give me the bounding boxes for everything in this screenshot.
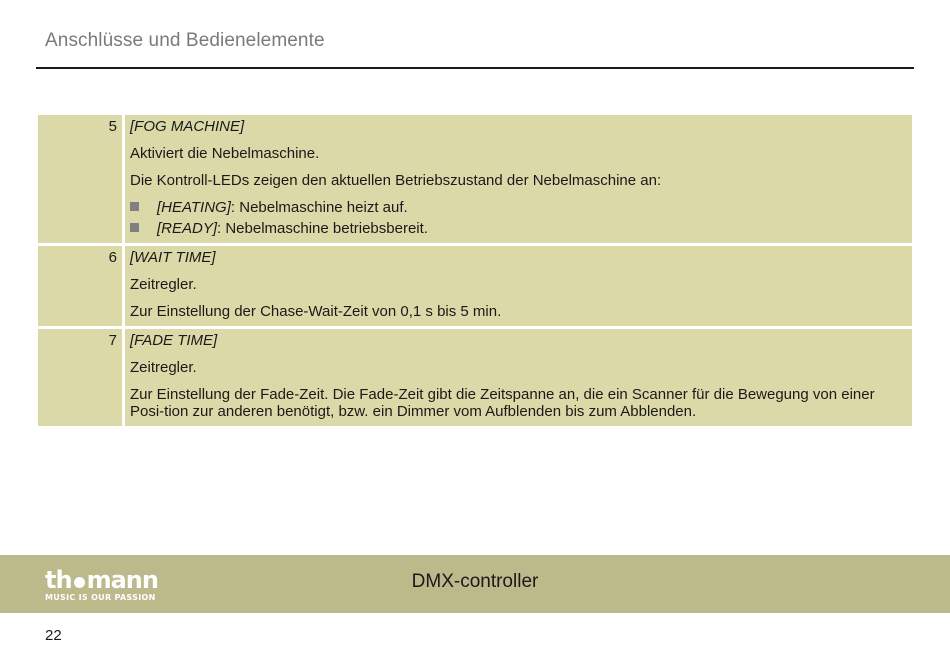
bullet-tag: [READY]	[157, 220, 218, 237]
table-row	[38, 115, 912, 243]
item-text: Zur Einstellung der Chase-Wait-Zeit von 0,1 s bis 5 min.	[130, 303, 502, 320]
page-number: 22	[45, 627, 62, 644]
square-bullet-icon	[130, 202, 139, 211]
controls-table	[38, 115, 912, 426]
table-row	[38, 329, 912, 426]
item-description	[125, 329, 912, 426]
logo-text-right: mann	[86, 566, 158, 594]
item-number: 6	[38, 246, 122, 326]
item-description	[125, 246, 912, 326]
item-tag: [FADE TIME]	[130, 332, 218, 349]
logo-tagline: MUSIC IS OUR PASSION	[45, 593, 156, 602]
square-bullet-icon	[130, 223, 139, 232]
table-row	[38, 246, 912, 326]
product-name: DMX-controller	[411, 571, 539, 592]
list-item	[130, 199, 904, 216]
bullet-text: : Nebelmaschine heizt auf.	[230, 199, 408, 216]
bullet-list	[130, 199, 904, 237]
header-divider	[36, 67, 914, 69]
item-text: Zeitregler.	[130, 359, 197, 376]
item-tag: [FOG MACHINE]	[130, 118, 245, 135]
item-text: Zur Einstellung der Fade-Zeit. Die Fade-Zeit gibt die Zeitspanne an, die ein Scanner für die Bewegung von einer Posi-tion zur anderen benötigt, bzw. ein Dimmer vom Aufblenden bis zum Abblenden.	[130, 386, 875, 420]
item-text: Aktiviert die Nebelmaschine.	[130, 145, 320, 162]
item-text: Die Kontroll-LEDs zeigen den aktuellen Betriebszustand der Nebelmaschine an:	[130, 172, 662, 189]
list-item	[130, 220, 904, 237]
section-title: Anschlüsse und Bedienelemente	[45, 30, 325, 51]
item-number: 5	[38, 115, 122, 243]
item-description	[125, 115, 912, 243]
item-number: 7	[38, 329, 122, 426]
item-text: Zeitregler.	[130, 276, 197, 293]
bullet-tag: [HEATING]	[157, 199, 231, 216]
item-tag: [WAIT TIME]	[130, 249, 216, 266]
logo-text-left: th	[45, 566, 72, 594]
bullet-text: : Nebelmaschine betriebsbereit.	[217, 220, 428, 237]
